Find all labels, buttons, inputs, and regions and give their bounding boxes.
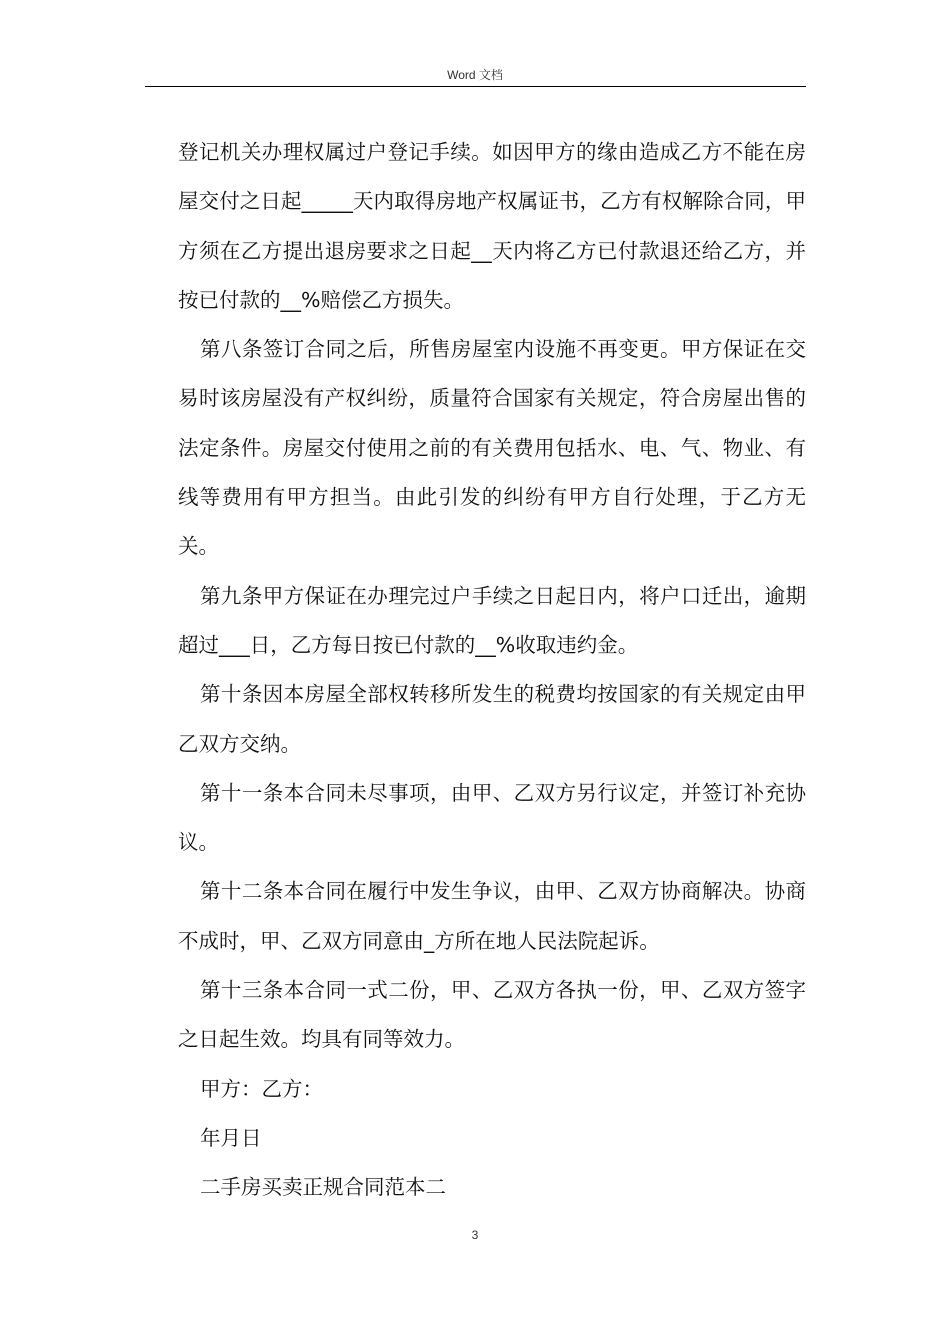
section-heading: 二手房买卖正规合同范本二 <box>200 1175 446 1200</box>
paragraph-article-12: 第十二条本合同在履行中发生争议，由甲、乙双方协商解决。协商不成时，甲、乙双方同意由_方所在地人民法院起诉。 <box>178 879 806 953</box>
document-body <box>178 128 806 1213</box>
paragraph-article-13: 第十三条本合同一式二份，甲、乙双方各执一份，甲、乙双方签字之日起生效。均具有同等效力。 <box>178 978 806 1052</box>
paragraph-continuation: 登记机关办理权属过户登记手续。如因甲方的缘由造成乙方不能在房屋交付之日起_____天内取得房地产权属证书，乙方有权解除合同，甲方须在乙方提出退房要求之日起__天内将乙方已付款退还给乙方，并按已付款的__%赔偿乙方损失。 <box>178 140 806 312</box>
page-header: Word 文档 <box>447 68 503 82</box>
paragraph-article-10: 第十条因本房屋全部权转移所发生的税费均按国家的有关规定由甲乙双方交纳。 <box>178 682 806 756</box>
paragraph-article-8: 第八条签订合同之后，所售房屋室内设施不再变更。甲方保证在交易时该房屋没有产权纠纷，质量符合国家有关规定，符合房屋出售的法定条件。房屋交付使用之前的有关费用包括水、电、气、物业、有线等费用有甲方担当。由此引发的纠纷有甲方自行处理，于乙方无关。 <box>178 337 806 559</box>
signature-date: 年月日 <box>200 1125 262 1150</box>
header-divider <box>145 86 806 87</box>
paragraph-article-9: 第九条甲方保证在办理完过户手续之日起日内，将户口迁出，逾期超过___日，乙方每日按已付款的__%收取违约金。 <box>178 583 806 657</box>
signature-parties: 甲方：乙方： <box>200 1076 323 1101</box>
paragraph-article-11: 第十一条本合同未尽事项，由甲、乙双方另行议定，并签订补充协议。 <box>178 780 806 855</box>
page-number: 3 <box>471 1228 479 1242</box>
